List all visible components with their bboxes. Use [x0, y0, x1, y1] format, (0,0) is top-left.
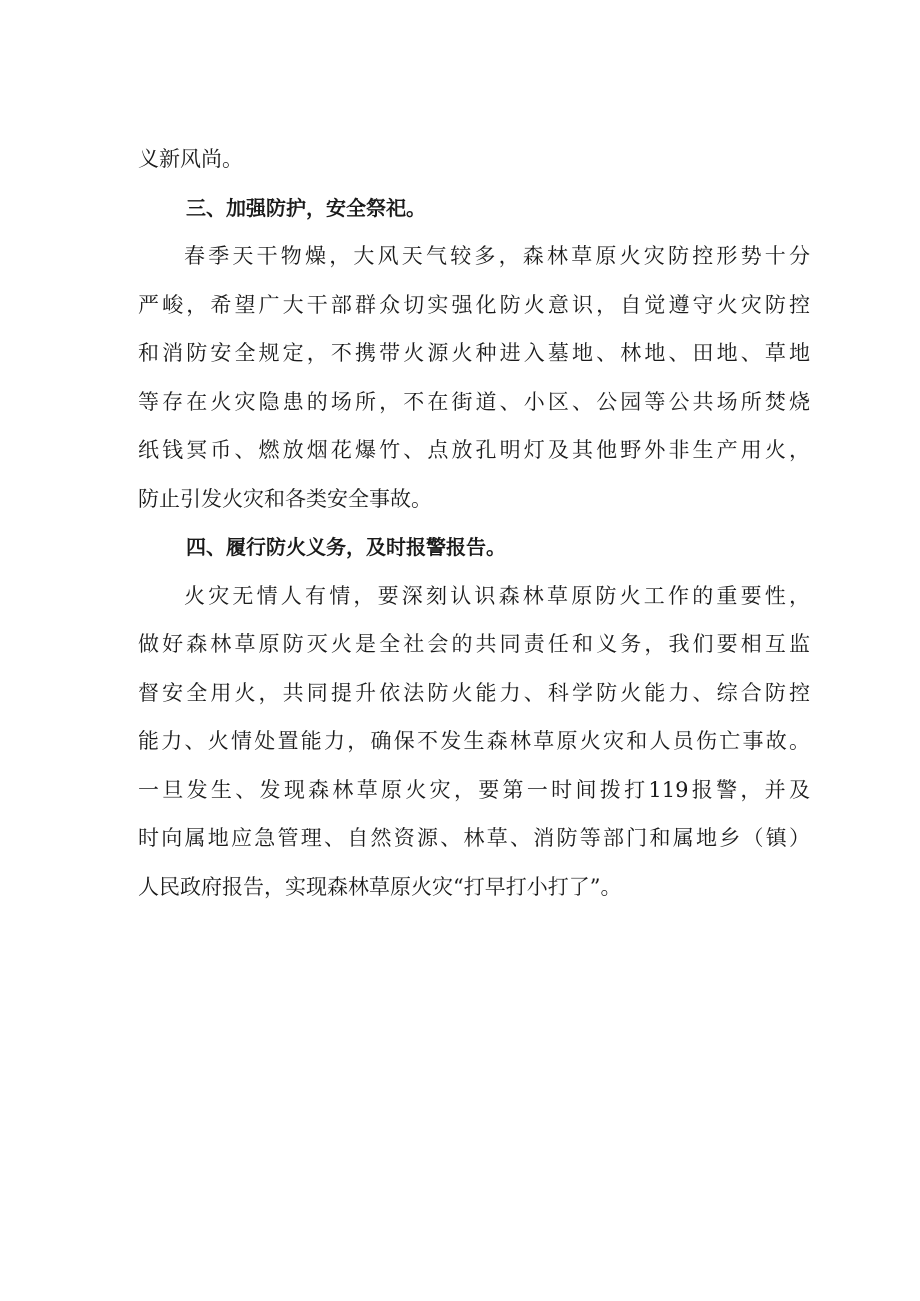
paragraph-continuation-line: 义新风尚。 [138, 147, 243, 171]
paragraph-line: 和消防安全规定，不携带火源火种进入墓地、林地、田地、草地 [138, 341, 810, 365]
paragraph-line: 做好森林草原防灭火是全社会的共同责任和义务，我们要相互监 [138, 632, 810, 656]
paragraph-line: 防止引发火灾和各类安全事故。 [138, 486, 432, 511]
paragraph-line: 能力、火情处置能力，确保不发生森林草原火灾和人员伤亡事故。 [138, 729, 810, 753]
section-heading-3: 三、加强防护，安全祭祀。 [186, 195, 426, 220]
paragraph-line: 人民政府报告，实现森林草原火灾“打早打小打了”。 [138, 874, 622, 899]
paragraph-line: 时向属地应急管理、自然资源、林草、消防等部门和属地乡（镇） [138, 826, 810, 850]
paragraph-line: 纸钱冥币、燃放烟花爆竹、点放孔明灯及其他野外非生产用火， [138, 438, 810, 462]
paragraph-line: 督安全用火，共同提升依法防火能力、科学防火能力、综合防控 [138, 680, 810, 705]
document-page [138, 135, 810, 911]
paragraph-line: 火灾无情人有情，要深刻认识森林草原防火工作的重要性， [184, 583, 810, 608]
section-heading-4: 四、履行防火义务，及时报警报告。 [186, 535, 506, 559]
paragraph-line: 一旦发生、发现森林草原火灾，要第一时间拨打119报警，并及 [138, 777, 810, 802]
paragraph-line: 春季天干物燥，大风天气较多，森林草原火灾防控形势十分 [184, 244, 810, 268]
paragraph-line: 等存在火灾隐患的场所，不在街道、小区、公园等公共场所焚烧 [138, 389, 810, 414]
paragraph-line: 严峻，希望广大干部群众切实强化防火意识，自觉遵守火灾防控 [138, 292, 810, 317]
